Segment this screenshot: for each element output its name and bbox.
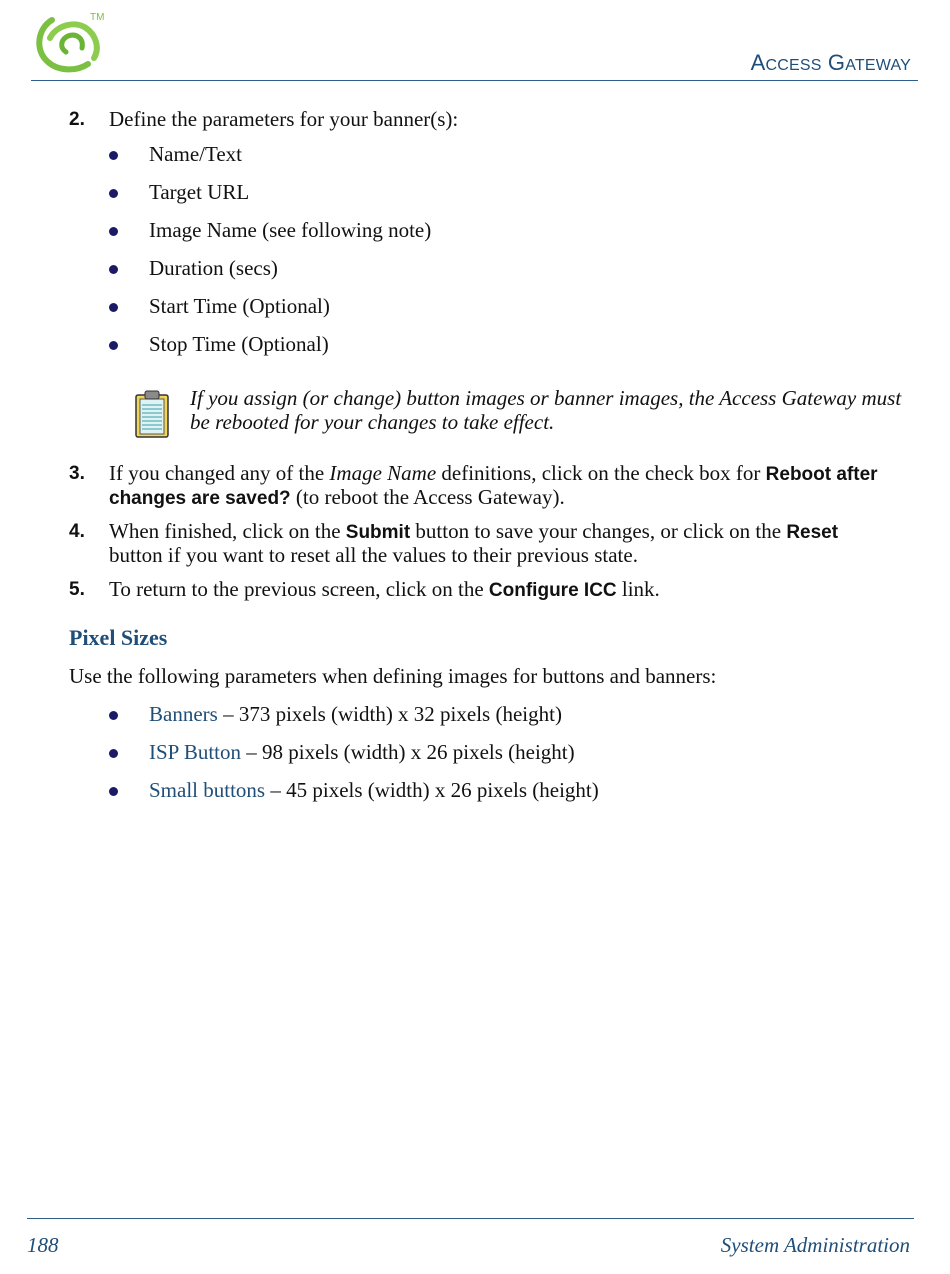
page-number: 188 xyxy=(27,1233,59,1257)
bullet-icon xyxy=(109,189,118,198)
notepad-icon xyxy=(133,389,171,439)
step-2-number: 2. xyxy=(69,109,85,130)
step-4-number: 4. xyxy=(69,521,85,542)
footer-section-title: System Administration xyxy=(720,1233,910,1257)
swirl-logo-icon xyxy=(30,8,110,76)
bullet-icon xyxy=(109,227,118,236)
note-text: If you assign (or change) button images or banner images, the Access Gateway must be rebooted for your changes to take effect. xyxy=(190,386,902,434)
company-logo xyxy=(30,8,110,76)
bullet-icon xyxy=(109,303,118,312)
header-title: ACCESS GATEWAY xyxy=(750,50,911,75)
list-item: Target URL xyxy=(109,181,249,204)
svg-text:TM: TM xyxy=(90,12,105,23)
bullet-icon xyxy=(109,265,118,274)
list-item: Start Time (Optional) xyxy=(109,295,330,318)
list-item: Duration (secs) xyxy=(109,257,278,280)
banners-link[interactable]: Banners xyxy=(149,702,218,726)
step-4-text: When finished, click on the Submit button to save your changes, or click on the Reset button if you want to reset all the values to their previous state. xyxy=(109,519,839,567)
small-buttons-link[interactable]: Small buttons xyxy=(149,778,266,802)
step-5-text: To return to the previous screen, click on the Configure ICC link. xyxy=(109,577,660,601)
bullet-icon xyxy=(109,787,118,796)
bullet-icon xyxy=(109,711,118,720)
header-divider xyxy=(31,80,918,81)
isp-button-link[interactable]: ISP Button xyxy=(149,740,241,764)
list-item: ISP Button – 98 pixels (width) x 26 pixels (height) xyxy=(109,741,575,764)
list-item: Stop Time (Optional) xyxy=(109,333,329,356)
list-item: Banners – 373 pixels (width) x 32 pixels (height) xyxy=(109,703,562,726)
step-3-text: If you changed any of the Image Name definitions, click on the check box for Reboot after changes are saved? (to reboot the Access Gateway). xyxy=(109,461,878,509)
section-heading: Pixel Sizes xyxy=(69,625,168,650)
bullet-icon xyxy=(109,749,118,758)
step-5-number: 5. xyxy=(69,579,85,600)
footer-divider xyxy=(27,1218,914,1219)
list-item: Small buttons – 45 pixels (width) x 26 pixels (height) xyxy=(109,779,599,802)
section-intro: Use the following parameters when defining images for buttons and banners: xyxy=(69,664,717,688)
list-item: Name/Text xyxy=(109,143,242,166)
bullet-icon xyxy=(109,341,118,350)
bullet-icon xyxy=(109,151,118,160)
list-item: Image Name (see following note) xyxy=(109,219,431,242)
step-2-text: Define the parameters for your banner(s): xyxy=(109,107,459,131)
step-3-number: 3. xyxy=(69,463,85,484)
